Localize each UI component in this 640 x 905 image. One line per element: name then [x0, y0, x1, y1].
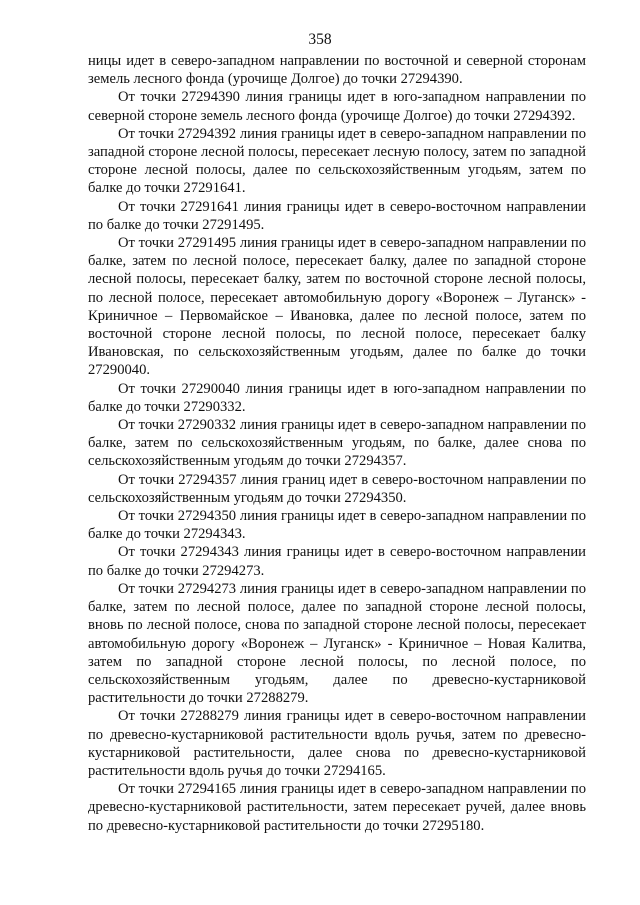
document-body [88, 52, 586, 835]
paragraph-8: От точки 27294357 линия границ идет в северо-восточном направлении по сельскохозяйственным угодьям до точки 27294350. [88, 471, 586, 506]
page-number: 358 [308, 31, 332, 48]
paragraph-4: От точки 27291641 линия границы идет в северо-восточном направлении по балке до точки 27291495. [88, 198, 586, 233]
paragraph-6: От точки 27290040 линия границы идет в юго-западном направлении по балке до точки 27290332. [88, 380, 586, 415]
paragraph-13: От точки 27294165 линия границы идет в северо-западном направлении по древесно-кустарниковой растительности, затем пересекает ручей, далее вновь по древесно-кустарниковой растительности до точки 27295180. [88, 781, 586, 834]
paragraph-7: От точки 27290332 линия границы идет в северо-западном направлении по балке, затем по сельскохозяйственным угодьям, по балке, далее снова по сельскохозяйственным угодьям до точки 27294357. [88, 417, 586, 470]
paragraph-10: От точки 27294343 линия границы идет в северо-восточном направлении по балке до точки 27294273. [88, 544, 586, 579]
paragraph-2: От точки 27294390 линия границы идет в юго-западном направлении по северной стороне земель лесного фонда (урочище Долгое) до точки 27294392. [88, 89, 586, 124]
paragraph-3: От точки 27294392 линия границы идет в северо-западном направлении по западной стороне лесной полосы, пересекает лесную полосу, затем по западной стороне лесной полосы, далее по сельскохозяйственным угодьям, затем по балке до точки 27291641. [88, 125, 586, 197]
paragraph-1: ницы идет в северо-западном направлении по восточной и северной сторонам земель лесного фонда (урочище Долгое) до точки 27294390. [88, 53, 586, 88]
paragraph-12: От точки 27288279 линия границы идет в северо-восточном направлении по древесно-кустарниковой растительности вдоль ручья, затем по древесно-кустарниковой растительности, далее снова по древесно-кустарниковой растительности вдоль ручья до точки 27294165. [88, 708, 586, 779]
paragraph-11: От точки 27294273 линия границы идет в северо-западном направлении по балке, затем по лесной полосе, далее по западной стороне лесной полосы, вновь по лесной полосе, снова по западной стороне лесной полосы, пересекает автомобильную дорогу «Воронеж – Луганск» - Криничное – Новая Калитва, затем по западной стороне лесной полосы, по лесной полосе, по сельскохозяйственным угодьям, далее по древесно-кустарниковой растительности до точки 27288279. [88, 580, 586, 707]
paragraph-5: От точки 27291495 линия границы идет в северо-западном направлении по балке, затем по лесной полосе, пересекает балку, далее по западной стороне лесной полосы, пересекает балку, затем по восточной стороне лесной полосы, по лесной полосе, пересекает автомобильную дорогу «Воронеж – Луганск» - Криничное – Первомайское – Ивановка, далее по лесной полосе, затем по восточной стороне лесной полосы, по лесной полосе, пересекает балку Ивановская, по сельскохозяйственным угодьям, далее по балке до точки 27290040. [88, 235, 586, 379]
paragraph-9: От точки 27294350 линия границы идет в северо-западном направлении по балке до точки 27294343. [88, 508, 586, 543]
